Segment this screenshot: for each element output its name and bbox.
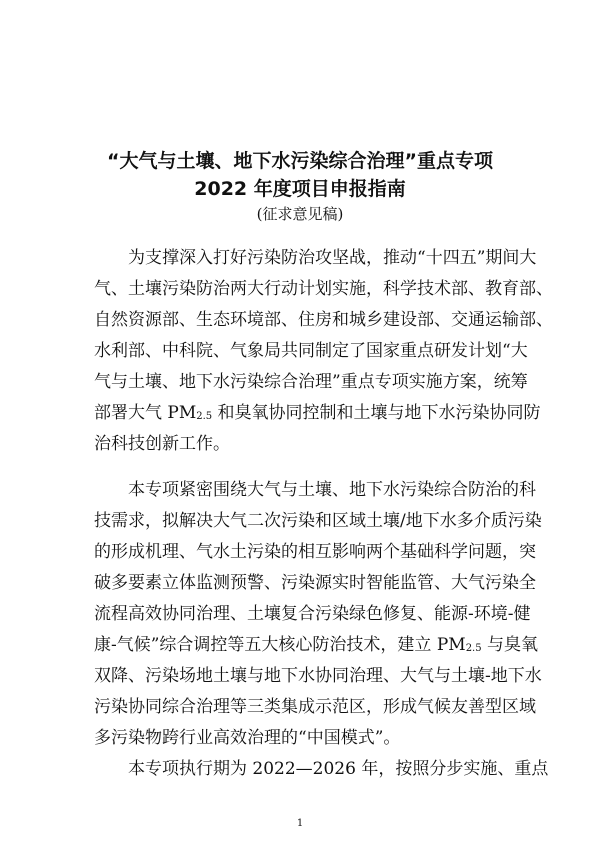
line-text: 本专项执行期为 2022—2026 年，按照分步实施、重点 (128, 759, 549, 779)
line-text: 自然资源部、生态环境部、住房和城乡建设部、交通运输部、 (94, 310, 553, 330)
paragraph-line (94, 635, 538, 655)
line-text: 康-气候”综合调控等五大核心防治技术，建立 PM (94, 635, 466, 655)
paragraph-line (128, 759, 549, 779)
line-text: 气、土壤污染防治两大行动计划实施，科学技术部、教育部、 (94, 279, 553, 299)
page-number: 1 (296, 818, 304, 829)
paragraph-line (128, 480, 536, 500)
line-text: 流程高效协同治理、土壤复合污染绿色修复、能源-环境-健 (94, 604, 531, 624)
paragraph-line (94, 573, 536, 593)
paragraph-line (128, 248, 537, 268)
line-text: 双降、污染场地土壤与地下水协同治理、大气与土壤-地下水 (94, 666, 542, 686)
line-text: 多污染物跨行业高效治理的“中国模式”。 (94, 728, 401, 748)
line-text: 污染协同综合治理等三类集成示范区，形成气候友善型区域 (94, 697, 536, 717)
line-text: 水利部、中科院、气象局共同制定了国家重点研发计划“大 (94, 341, 528, 361)
paragraph-line (94, 666, 542, 686)
paragraph-line (94, 728, 506, 748)
line-text: 治科技创新工作。 (94, 434, 230, 454)
line-text: 的形成机理、气水土污染的相互影响两个基础科学问题，突 (94, 542, 536, 562)
line-text: 和臭氧协同控制和土壤与地下水污染协同防 (212, 403, 541, 423)
line-text: 技需求，拟解决大气二次污染和区域土壤/地下水多介质污染 (94, 511, 542, 531)
title-line-1: “大气与土壤、地下水污染综合治理”重点专项 (107, 150, 493, 172)
line-text: 与臭氧 (481, 635, 538, 655)
paragraph-line (94, 403, 541, 423)
line-text: 为支撑深入打好污染防治攻坚战，推动“十四五”期间大 (128, 248, 537, 268)
paragraph-line (94, 372, 528, 392)
paragraph-line (94, 697, 536, 717)
paragraph-line (94, 542, 536, 562)
paragraph-line (94, 341, 528, 361)
paragraph-line (94, 279, 553, 299)
line-text: 气与土壤、地下水污染综合治理”重点专项实施方案，统筹 (94, 372, 528, 392)
paragraph-line (94, 310, 553, 330)
subscript: 2.5 (196, 411, 213, 422)
subtitle: (征求意见稿) (256, 205, 344, 223)
paragraph-line (94, 434, 506, 454)
line-text: 破多要素立体监测预警、污染源实时智能监管、大气污染全 (94, 573, 536, 593)
line-text: 本专项紧密围绕大气与土壤、地下水污染综合防治的科 (128, 480, 536, 500)
line-text: 部署大气 PM (94, 403, 197, 423)
subscript: 2.5 (465, 643, 482, 654)
paragraph-line (94, 511, 542, 531)
title-line-2: 2022 年度项目申报指南 (194, 178, 406, 200)
paragraph-line (94, 604, 531, 624)
